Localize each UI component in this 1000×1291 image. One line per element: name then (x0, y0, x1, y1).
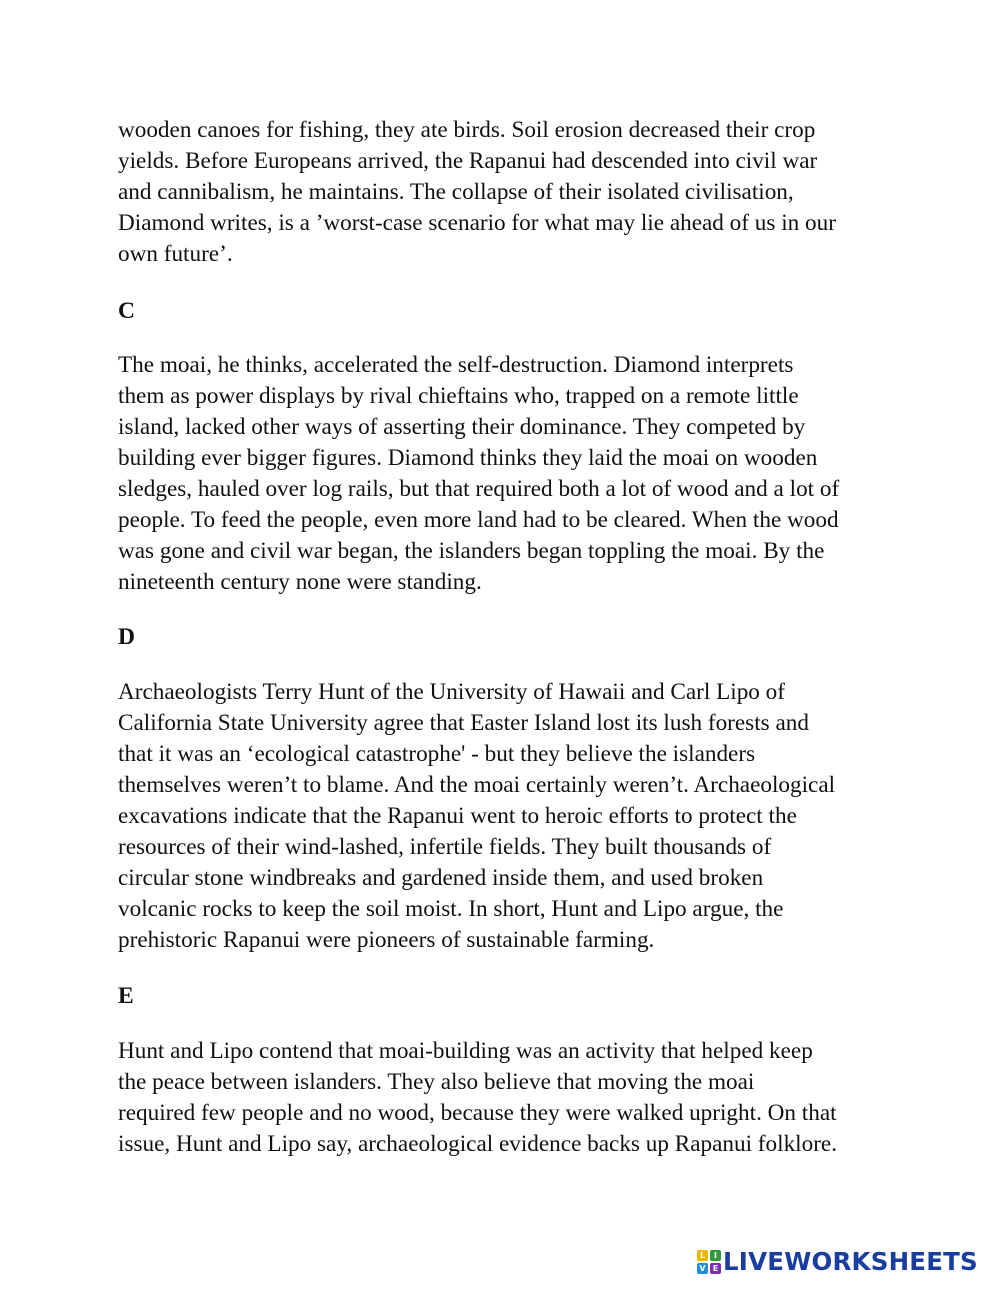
text-line: was gone and civil war began, the islanders began toppling the moai. By the (118, 538, 825, 564)
text-line: sledges, hauled over log rails, but that required both a lot of wood and a lot of (118, 476, 840, 502)
text-line: Archaeologists Terry Hunt of the University of Hawaii and Carl Lipo of (118, 679, 786, 705)
section-heading-c: C (118, 298, 135, 324)
text-line: Diamond writes, is a ’worst-case scenario for what may lie ahead of us in our (118, 210, 836, 236)
text-line: building ever bigger figures. Diamond thinks they laid the moai on wooden (118, 445, 818, 471)
text-line: them as power displays by rival chieftains who, trapped on a remote little (118, 383, 799, 409)
text-line: themselves weren’t to blame. And the moai certainly weren’t. Archaeological (118, 772, 836, 798)
logo-square-l: L (697, 1250, 708, 1261)
logo-square-v: V (697, 1263, 708, 1274)
text-line: and cannibalism, he maintains. The collapse of their isolated civilisation, (118, 179, 794, 205)
text-line: that it was an ‘ecological catastrophe' - but they believe the islanders (118, 741, 756, 767)
logo-square-e: E (710, 1263, 721, 1274)
text-line: issue, Hunt and Lipo say, archaeological evidence backs up Rapanui folklore. (118, 1131, 838, 1157)
paragraph-b (118, 115, 888, 270)
text-line: volcanic rocks to keep the soil moist. In short, Hunt and Lipo argue, the (118, 896, 784, 922)
section-heading-e: E (118, 983, 134, 1009)
logo-wordmark: LIVEWORKSHEETS (723, 1247, 978, 1276)
text-line: people. To feed the people, even more land had to be cleared. When the wood (118, 507, 839, 533)
logo-square-i: I (710, 1250, 721, 1261)
text-line: wooden canoes for fishing, they ate birds. Soil erosion decreased their crop (118, 117, 816, 143)
text-line: island, lacked other ways of asserting their dominance. They competed by (118, 414, 806, 440)
liveworksheets-logo[interactable] (697, 1245, 978, 1279)
text-line: yields. Before Europeans arrived, the Rapanui had descended into civil war (118, 148, 818, 174)
paragraph-c (118, 350, 888, 598)
text-line: own future’. (118, 241, 233, 267)
text-line: nineteenth century none were standing. (118, 569, 482, 595)
text-line: resources of their wind-lashed, infertile fields. They built thousands of (118, 834, 772, 860)
paragraph-e (118, 1036, 888, 1160)
text-line: The moai, he thinks, accelerated the self-destruction. Diamond interprets (118, 352, 794, 378)
text-line: required few people and no wood, because they were walked upright. On that (118, 1100, 837, 1126)
text-line: prehistoric Rapanui were pioneers of sustainable farming. (118, 927, 655, 953)
liveworksheets-mark-icon (697, 1250, 721, 1274)
text-line: circular stone windbreaks and gardened inside them, and used broken (118, 865, 764, 891)
text-line: Hunt and Lipo contend that moai-building was an activity that helped keep (118, 1038, 813, 1064)
paragraph-d (118, 677, 888, 956)
text-line: California State University agree that Easter Island lost its lush forests and (118, 710, 809, 736)
section-heading-d: D (118, 624, 135, 650)
text-line: excavations indicate that the Rapanui went to heroic efforts to protect the (118, 803, 797, 829)
text-line: the peace between islanders. They also believe that moving the moai (118, 1069, 755, 1095)
